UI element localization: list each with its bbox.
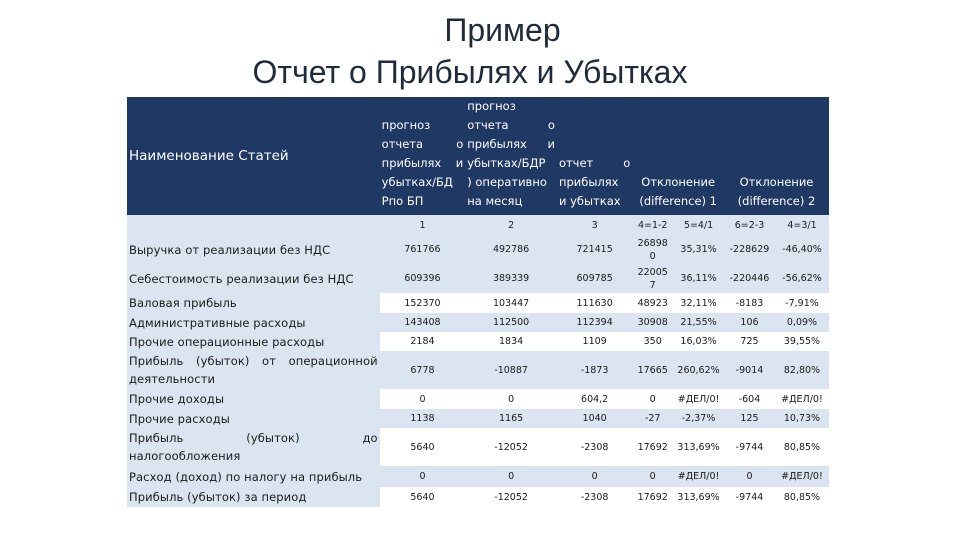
table-cell — [632, 264, 673, 293]
table-row — [127, 264, 829, 293]
row-label — [127, 293, 380, 313]
table-cell: 313,69% — [673, 487, 724, 507]
row-label — [127, 264, 380, 293]
table-cell: 0 — [380, 389, 466, 409]
row-label-line: Прочие расходы — [129, 411, 230, 426]
table-cell: 48923 — [632, 293, 673, 313]
row-label-line: Прибыль (убыток) от операционной — [129, 354, 378, 368]
table-cell: 82,80% — [775, 351, 829, 389]
table-row — [127, 428, 829, 466]
table-cell: -604 — [724, 389, 775, 409]
table-cell: 17692 — [632, 487, 673, 507]
table-cell: 152370 — [380, 293, 466, 313]
table-cell: 260,62% — [673, 351, 724, 389]
row-label-line: деятельности — [129, 372, 216, 386]
table-cell: 103447 — [465, 293, 557, 313]
table-cell: -228629 — [724, 235, 775, 264]
table-cell: 761766 — [380, 235, 466, 264]
table-cell: -12052 — [465, 487, 557, 507]
table-cell: 10,73% — [775, 409, 829, 428]
table-row — [127, 235, 829, 264]
row-label-line: Прибыль (убыток) за период — [129, 490, 307, 504]
table-cell: 2184 — [380, 332, 466, 351]
row-label-line: Прочие доходы — [129, 392, 225, 406]
table-cell: 492786 — [465, 235, 557, 264]
table-row — [127, 466, 829, 487]
row-label-line: Прочие операционные расходы — [129, 334, 325, 349]
table-cell: -2,37% — [673, 409, 724, 428]
table-cell-part: 7 — [649, 279, 656, 291]
table-cell: -2308 — [557, 428, 632, 466]
table-cell: 350 — [632, 332, 673, 351]
table-cell: 0 — [632, 389, 673, 409]
table-row — [127, 293, 829, 313]
table-cell: 0,09% — [775, 313, 829, 332]
table-cell: 6778 — [380, 351, 466, 389]
table-cell: -7,91% — [775, 293, 829, 313]
row-label — [127, 409, 380, 428]
table-cell: 17692 — [632, 428, 673, 466]
table-cell: 106 — [724, 313, 775, 332]
table-cell-part: 22005 — [637, 266, 668, 278]
table-cell: 112394 — [557, 313, 632, 332]
column-number: 2 — [465, 215, 557, 235]
table-cell: 721415 — [557, 235, 632, 264]
table-cell: -1873 — [557, 351, 632, 389]
table-cell: 32,11% — [673, 293, 724, 313]
column-number: 1 — [380, 215, 466, 235]
table-cell: 1109 — [557, 332, 632, 351]
table-cell: 0 — [632, 466, 673, 487]
table-cell: 30908 — [632, 313, 673, 332]
slide-title-line2: Отчет о Прибылях и Убытках — [252, 54, 688, 90]
table-cell: 389339 — [465, 264, 557, 293]
table-cell: -46,40% — [775, 235, 829, 264]
row-label-line: Расход (доход) по налогу на прибыль — [129, 469, 363, 484]
table-cell: 604,2 — [557, 389, 632, 409]
column-number-blank — [127, 215, 380, 235]
column-number: 3 — [557, 215, 632, 235]
table-row — [127, 389, 829, 409]
header-difference-1: Отклонение (difference) 1 — [632, 97, 724, 215]
table-cell: -56,62% — [775, 264, 829, 293]
table-row — [127, 351, 829, 389]
table-cell: -27 — [632, 409, 673, 428]
header-items: Наименование Статей — [127, 97, 380, 215]
table-cell: 0 — [465, 389, 557, 409]
table-cell: 1138 — [380, 409, 466, 428]
header-difference-2: Отклонение (difference) 2 — [724, 97, 829, 215]
table-cell: 5640 — [380, 428, 466, 466]
table-cell: #ДЕЛ/0! — [673, 389, 724, 409]
column-number: 6=2-3 — [724, 215, 775, 235]
table-cell: 125 — [724, 409, 775, 428]
row-label-line: Прибыль (убыток) до — [129, 431, 378, 445]
table-cell: 111630 — [557, 293, 632, 313]
table-cell: -220446 — [724, 264, 775, 293]
row-label — [127, 235, 380, 264]
row-label-line: Валовая прибыль — [129, 296, 237, 310]
header-forecast-bdr-bp: прогноз отчета о прибылях и убытках/БД Рпо БП — [380, 97, 466, 215]
slide-title-line1: Пример — [444, 12, 561, 48]
table-cell: -9744 — [724, 428, 775, 466]
table-row — [127, 332, 829, 351]
table-row — [127, 409, 829, 428]
table-cell: 39,55% — [775, 332, 829, 351]
table-row — [127, 487, 829, 507]
column-number: 4=3/1 — [775, 215, 829, 235]
table-cell: 5640 — [380, 487, 466, 507]
table-header-row — [127, 97, 829, 215]
table-cell: 0 — [724, 466, 775, 487]
table-cell: 0 — [465, 466, 557, 487]
header-forecast-monthly: прогноз отчета о прибылях и убытках/БДР ) оперативно на месяц — [465, 97, 557, 215]
table-cell: 609396 — [380, 264, 466, 293]
row-label-line: Административные расходы — [129, 315, 306, 330]
table-body — [127, 235, 829, 507]
table-cell: #ДЕЛ/0! — [673, 466, 724, 487]
row-label-line: Выручка от реализации без НДС — [129, 242, 331, 257]
table-cell: -9014 — [724, 351, 775, 389]
table-cell: 80,85% — [775, 487, 829, 507]
table-cell: 1040 — [557, 409, 632, 428]
row-label — [127, 389, 380, 409]
table-cell: 0 — [380, 466, 466, 487]
table-cell: -10887 — [465, 351, 557, 389]
table-cell: 36,11% — [673, 264, 724, 293]
table-cell: 17665 — [632, 351, 673, 389]
column-number-row — [127, 215, 829, 235]
column-number: 5=4/1 — [673, 215, 724, 235]
table-cell: 143408 — [380, 313, 466, 332]
table-cell-part: 0 — [649, 250, 656, 262]
table-cell: -8183 — [724, 293, 775, 313]
column-number: 4=1-2 — [632, 215, 673, 235]
table-cell: 725 — [724, 332, 775, 351]
table-cell: 21,55% — [673, 313, 724, 332]
row-label — [127, 332, 380, 351]
table-cell: 80,85% — [775, 428, 829, 466]
table-cell: 35,31% — [673, 235, 724, 264]
table-cell: 112500 — [465, 313, 557, 332]
table-cell: 1165 — [465, 409, 557, 428]
table-cell: 16,03% — [673, 332, 724, 351]
row-label-line: Себестоимость реализации без НДС — [129, 271, 354, 286]
table-cell: 1834 — [465, 332, 557, 351]
table-cell: #ДЕЛ/0! — [775, 389, 829, 409]
table-row — [127, 313, 829, 332]
table-cell: 609785 — [557, 264, 632, 293]
row-label — [127, 428, 380, 466]
row-label-line: налогообложения — [129, 449, 241, 463]
table-cell — [632, 235, 673, 264]
row-label — [127, 313, 380, 332]
row-label — [127, 466, 380, 487]
table-cell-part: 26898 — [637, 237, 668, 249]
table-cell: 313,69% — [673, 428, 724, 466]
table-cell: #ДЕЛ/0! — [775, 466, 829, 487]
pnl-table — [127, 97, 829, 507]
table-cell: -12052 — [465, 428, 557, 466]
table-cell: -9744 — [724, 487, 775, 507]
header-actual: отчет о прибылях и убытках — [557, 97, 632, 215]
table-cell: -2308 — [557, 487, 632, 507]
row-label — [127, 487, 380, 507]
table-cell: 0 — [557, 466, 632, 487]
row-label — [127, 351, 380, 389]
